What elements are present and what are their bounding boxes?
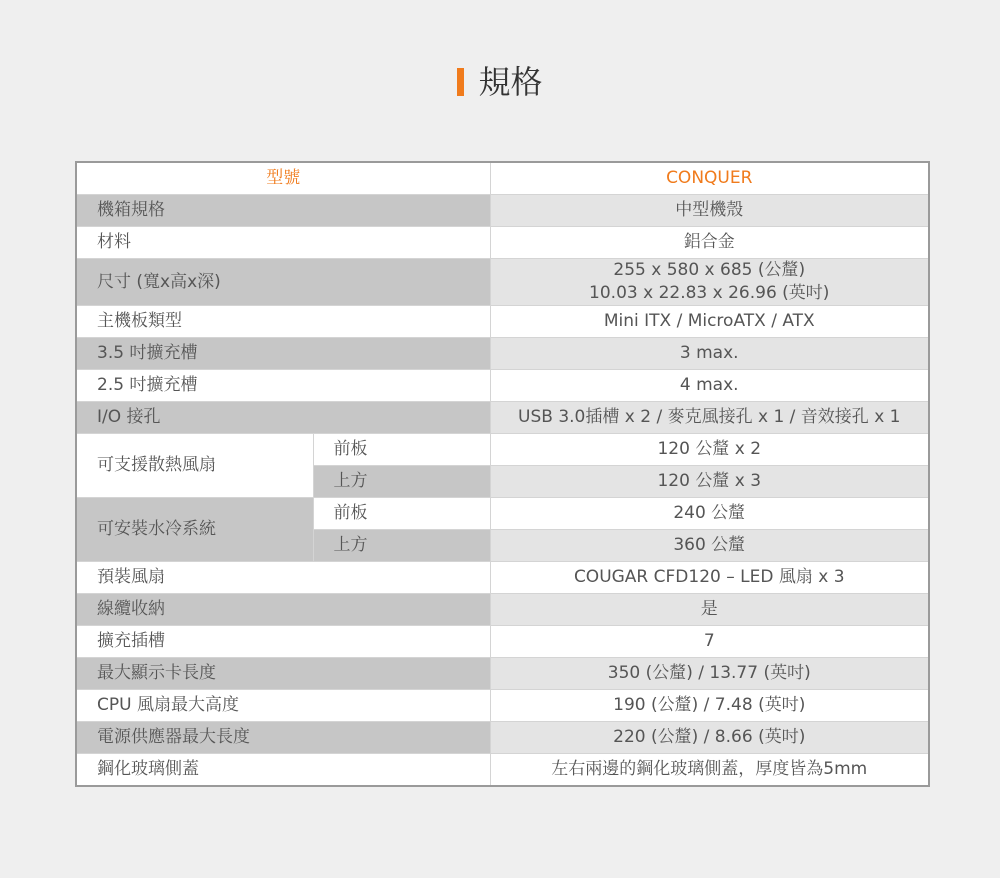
row-value: 220 (公釐) / 8.66 (英吋) <box>490 722 929 754</box>
row-value-line-metric: 255 x 580 x 685 (公釐) <box>613 260 806 280</box>
row-label: 最大顯示卡長度 <box>76 658 490 690</box>
table-row <box>76 754 929 787</box>
row-label: 線纜收納 <box>76 594 490 626</box>
row-sub-label: 上方 <box>313 530 490 562</box>
table-row <box>76 338 929 370</box>
row-label: 尺寸 (寬x高x深) <box>76 259 490 306</box>
header-model-label: 型號 <box>76 162 490 195</box>
table-row <box>76 259 929 306</box>
row-sub-label: 前板 <box>313 498 490 530</box>
table-row <box>76 370 929 402</box>
row-value: 4 max. <box>490 370 929 402</box>
table-row <box>76 306 929 338</box>
row-label: CPU 風扇最大高度 <box>76 690 490 722</box>
row-value: 鋁合金 <box>490 227 929 259</box>
row-label: 電源供應器最大長度 <box>76 722 490 754</box>
row-label: I/O 接孔 <box>76 402 490 434</box>
page-title-text: 規格 <box>478 63 543 101</box>
table-row <box>76 402 929 434</box>
row-value: 120 公釐 x 2 <box>490 434 929 466</box>
row-label: 可支援散熱風扇 <box>76 434 313 498</box>
spec-table <box>75 161 930 787</box>
row-value: 中型機殼 <box>490 195 929 227</box>
row-label: 3.5 吋擴充槽 <box>76 338 490 370</box>
row-value: Mini ITX / MicroATX / ATX <box>490 306 929 338</box>
title-accent-bar <box>457 68 464 96</box>
row-value: 360 公釐 <box>490 530 929 562</box>
row-value: 120 公釐 x 3 <box>490 466 929 498</box>
row-value: 190 (公釐) / 7.48 (英吋) <box>490 690 929 722</box>
table-row <box>76 690 929 722</box>
table-row <box>76 195 929 227</box>
row-label: 可安裝水冷系統 <box>76 498 313 562</box>
table-row <box>76 498 929 530</box>
row-label: 預裝風扇 <box>76 562 490 594</box>
row-label: 材料 <box>76 227 490 259</box>
row-label: 擴充插槽 <box>76 626 490 658</box>
row-value-line-imperial: 10.03 x 22.83 x 26.96 (英吋) <box>589 283 830 303</box>
table-row <box>76 594 929 626</box>
table-row <box>76 227 929 259</box>
row-value: 350 (公釐) / 13.77 (英吋) <box>490 658 929 690</box>
table-header-row <box>76 162 929 195</box>
table-row <box>76 658 929 690</box>
row-value: USB 3.0插槽 x 2 / 麥克風接孔 x 1 / 音效接孔 x 1 <box>490 402 929 434</box>
row-label: 主機板類型 <box>76 306 490 338</box>
row-value: 是 <box>490 594 929 626</box>
row-value: 左右兩邊的鋼化玻璃側蓋，厚度皆為5mm <box>490 754 929 787</box>
table-row <box>76 626 929 658</box>
row-label: 機箱規格 <box>76 195 490 227</box>
row-value: 7 <box>490 626 929 658</box>
row-value: 3 max. <box>490 338 929 370</box>
table-row <box>76 722 929 754</box>
row-label: 鋼化玻璃側蓋 <box>76 754 490 787</box>
row-label: 2.5 吋擴充槽 <box>76 370 490 402</box>
page-title <box>0 56 1000 108</box>
row-sub-label: 前板 <box>313 434 490 466</box>
header-model-value: CONQUER <box>490 162 929 195</box>
table-row <box>76 562 929 594</box>
row-value <box>490 259 929 306</box>
table-row <box>76 434 929 466</box>
row-value: COUGAR CFD120 – LED 風扇 x 3 <box>490 562 929 594</box>
row-value: 240 公釐 <box>490 498 929 530</box>
row-sub-label: 上方 <box>313 466 490 498</box>
